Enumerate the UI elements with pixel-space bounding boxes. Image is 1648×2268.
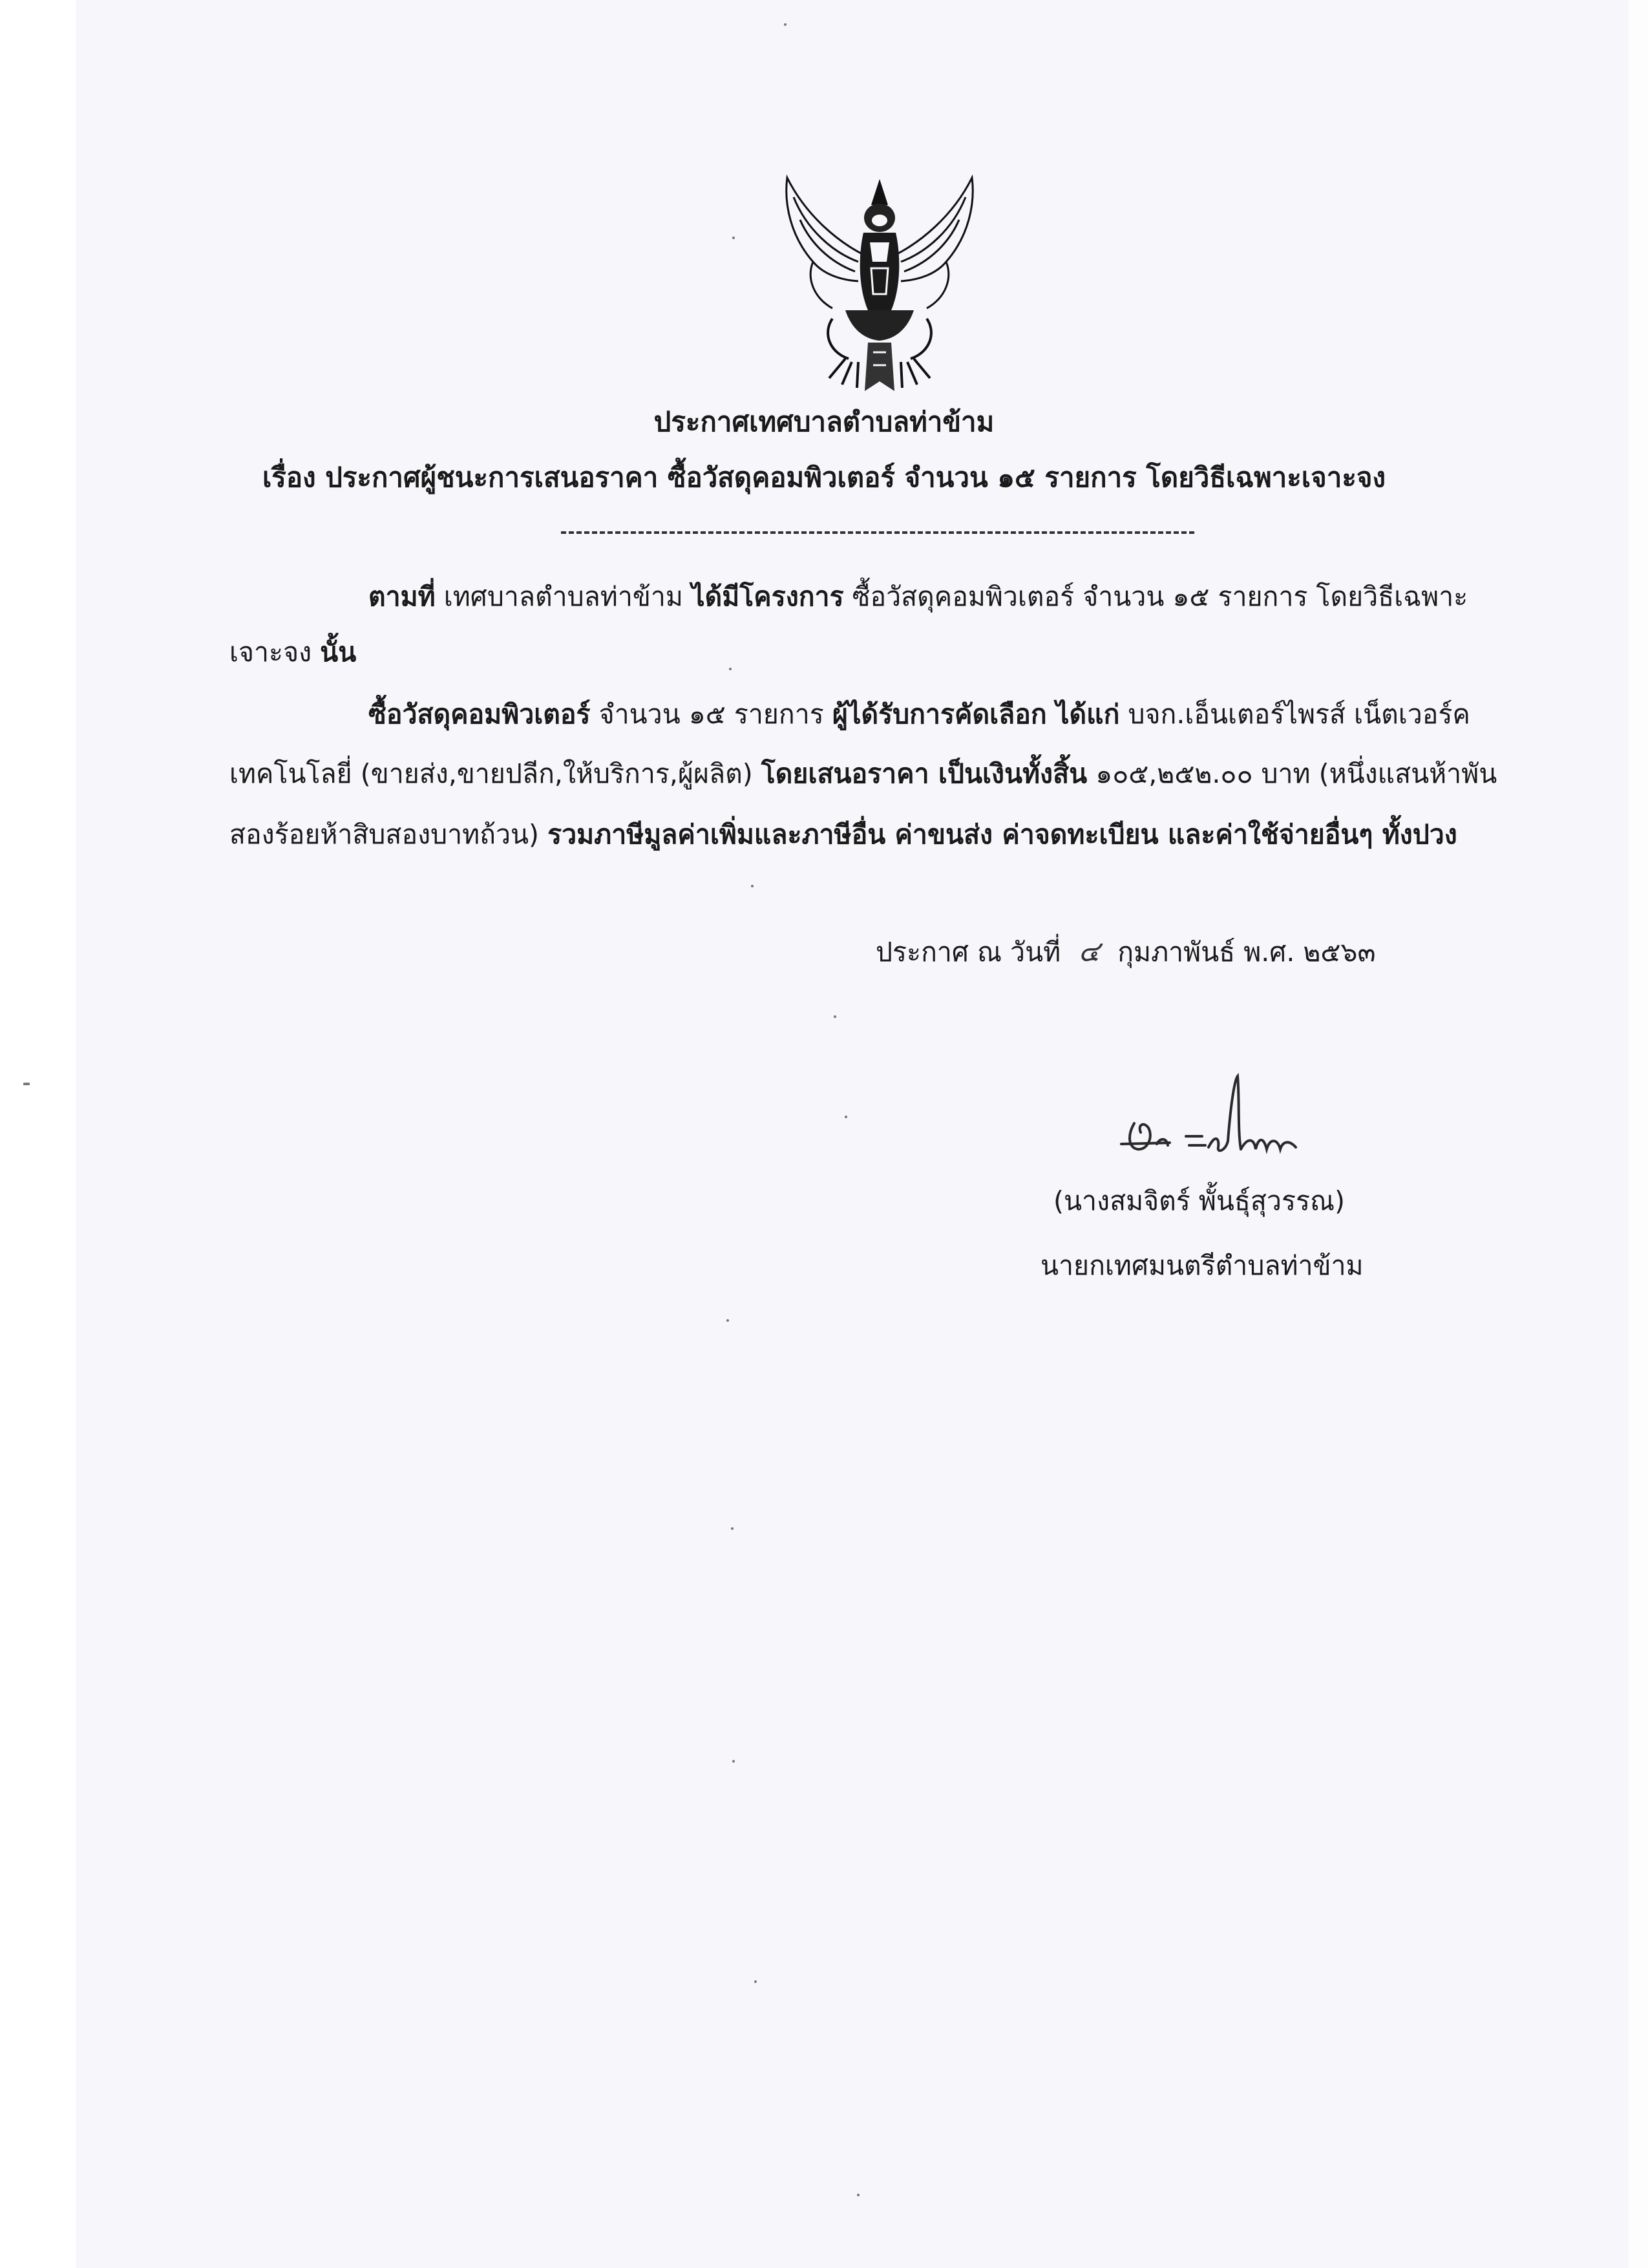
scan-speck: [784, 23, 787, 26]
p2-price-words-end: สองร้อยห้าสิบสองบาทถ้วน): [229, 819, 540, 850]
p2-price-label: โดยเสนอราคา เป็นเงินทั้งสิ้น: [761, 758, 1088, 789]
p1-has-project: ได้มีโครงการ: [691, 581, 844, 612]
paragraph-2-line-2: [229, 755, 1496, 792]
paragraph-1-line-1: [229, 578, 1496, 615]
scan-speck: [754, 1980, 757, 1983]
p2-winner-type: เทคโนโลยี่ (ขายส่ง,ขายปลีก,ให้บริการ,ผู้ผลิต): [229, 758, 753, 789]
p1-method-end: เจาะจง: [229, 637, 312, 668]
p1-project: ซื้อวัสดุคอมพิวเตอร์ จำนวน ๑๕ รายการ โดยวิธีเฉพาะ: [852, 581, 1468, 612]
scan-margin-right: [1629, 0, 1648, 2268]
scan-speck: [845, 1116, 847, 1118]
garuda-emblem: [768, 165, 991, 397]
scan-speck: [726, 1319, 729, 1322]
announcement-subject: เรื่อง ประกาศผู้ชนะการเสนอราคา ซื้อวัสดุคอมพิวเตอร์ จำนวน ๑๕ รายการ โดยวิธีเฉพาะเจาะจง: [262, 461, 1386, 493]
scan-speck: [857, 2194, 860, 2196]
date-prefix: ประกาศ ณ วันที่: [876, 937, 1061, 968]
p2-winner-label: ผู้ได้รับการคัดเลือก ได้แก่: [832, 699, 1120, 730]
scan-speck: [834, 1015, 836, 1018]
p1-closing: นั้น: [320, 637, 357, 668]
paragraph-1-line-2: [229, 633, 1496, 671]
scan-speck: [751, 885, 754, 887]
date-day-handwritten: ๔: [1078, 935, 1100, 968]
p1-agency: เทศบาลตำบลท่าข้าม: [443, 581, 683, 612]
title-separator: [561, 531, 1194, 534]
scan-speck: [732, 237, 735, 239]
scan-speck: [732, 1760, 735, 1763]
paragraph-2-line-3: [229, 816, 1496, 853]
p1-lead: ตามที่: [368, 581, 436, 612]
p2-quantity: จำนวน ๑๕ รายการ: [598, 699, 824, 730]
p2-price-value: ๑๐๕,๒๕๒.๐๐ บาท (หนึ่งแสนห้าพัน: [1095, 758, 1497, 789]
date-month-year: กุมภาพันธ์ พ.ศ. ๒๕๖๓: [1117, 937, 1376, 968]
p2-inclusions: รวมภาษีมูลค่าเพิ่มและภาษีอื่น ค่าขนส่ง ค่าจดทะเบียน และค่าใช้จ่ายอื่นๆ ทั้งปวง: [547, 819, 1457, 850]
p2-item: ซื้อวัสดุคอมพิวเตอร์: [368, 699, 591, 730]
handwritten-signature: [1108, 1073, 1322, 1176]
announcement-title: ประกาศเทศบาลตำบลท่าข้าม: [653, 406, 995, 438]
scan-margin-left: [0, 0, 76, 2268]
p2-winner-name: บจก.เอ็นเตอร์ไพรส์ เน็ตเวอร์ค: [1128, 699, 1470, 730]
scan-speck: [23, 1083, 30, 1085]
announcement-date: [876, 929, 1376, 974]
signer-position: นายกเทศมนตรีตำบลท่าข้าม: [1041, 1250, 1364, 1281]
scan-speck: [729, 668, 732, 670]
scan-speck: [731, 1527, 734, 1530]
paragraph-2-line-1: [229, 695, 1496, 733]
signer-name: (นางสมจิตร์ พั้นธุ์สุวรรณ): [1053, 1185, 1346, 1216]
